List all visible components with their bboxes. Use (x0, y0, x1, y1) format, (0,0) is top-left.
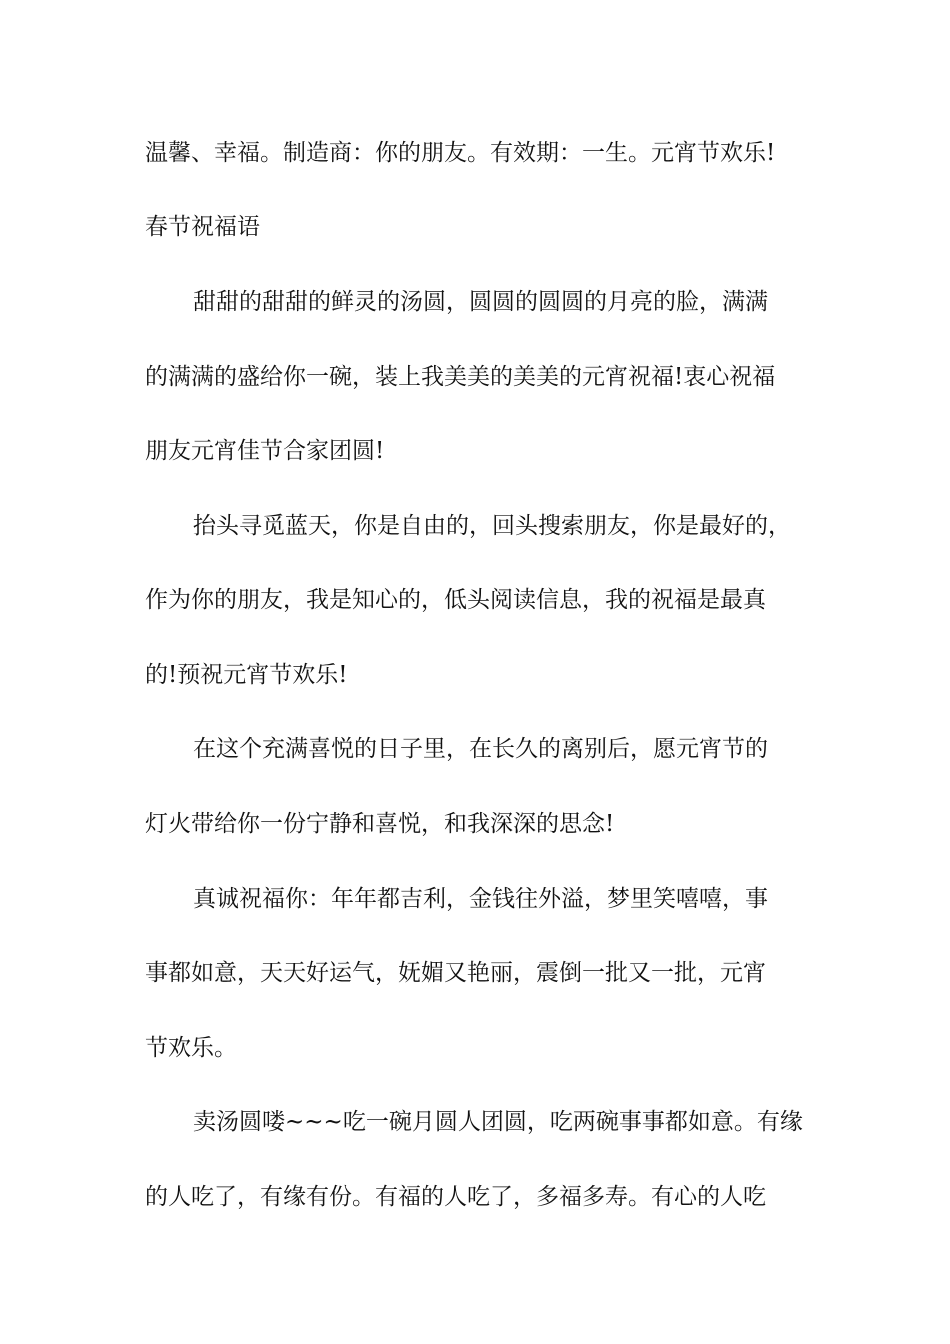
paragraph-line: 朋友元宵佳节合家团圆! (145, 438, 385, 464)
paragraph-line: 的人吃了，有缘有份。有福的人吃了，多福多寿。有心的人吃 (145, 1184, 766, 1210)
paragraph-line: 的!预祝元宵节欢乐! (145, 662, 348, 688)
paragraph-line: 在这个充满喜悦的日子里，在长久的离别后，愿元宵节的 (193, 736, 768, 762)
paragraph-line: 节欢乐。 (145, 1035, 237, 1061)
section-heading: 春节祝福语 (145, 214, 260, 240)
paragraph-line: 卖汤圆喽~~~吃一碗月圆人团圆，吃两碗事事都如意。有缘 (193, 1109, 803, 1135)
paragraph-line: 作为你的朋友，我是知心的，低头阅读信息，我的祝福是最真 (145, 587, 766, 613)
paragraph-line: 抬头寻觅蓝天，你是自由的，回头搜索朋友，你是最好的， (193, 513, 791, 539)
paragraph-line: 真诚祝福你：年年都吉利，金钱往外溢，梦里笑嘻嘻，事 (193, 886, 768, 912)
paragraph-line: 的满满的盛给你一碗，装上我美美的美美的元宵祝福!衷心祝福 (145, 364, 776, 390)
paragraph-line: 甜甜的甜甜的鲜灵的汤圆，圆圆的圆圆的月亮的脸，满满 (193, 289, 768, 315)
text-line: 温馨、幸福。制造商：你的朋友。有效期：一生。元宵节欢乐! (145, 140, 776, 166)
paragraph-line: 事都如意，天天好运气，妩媚又艳丽，震倒一批又一批，元宵 (145, 960, 766, 986)
paragraph-line: 灯火带给你一份宁静和喜悦，和我深深的思念! (145, 811, 615, 837)
